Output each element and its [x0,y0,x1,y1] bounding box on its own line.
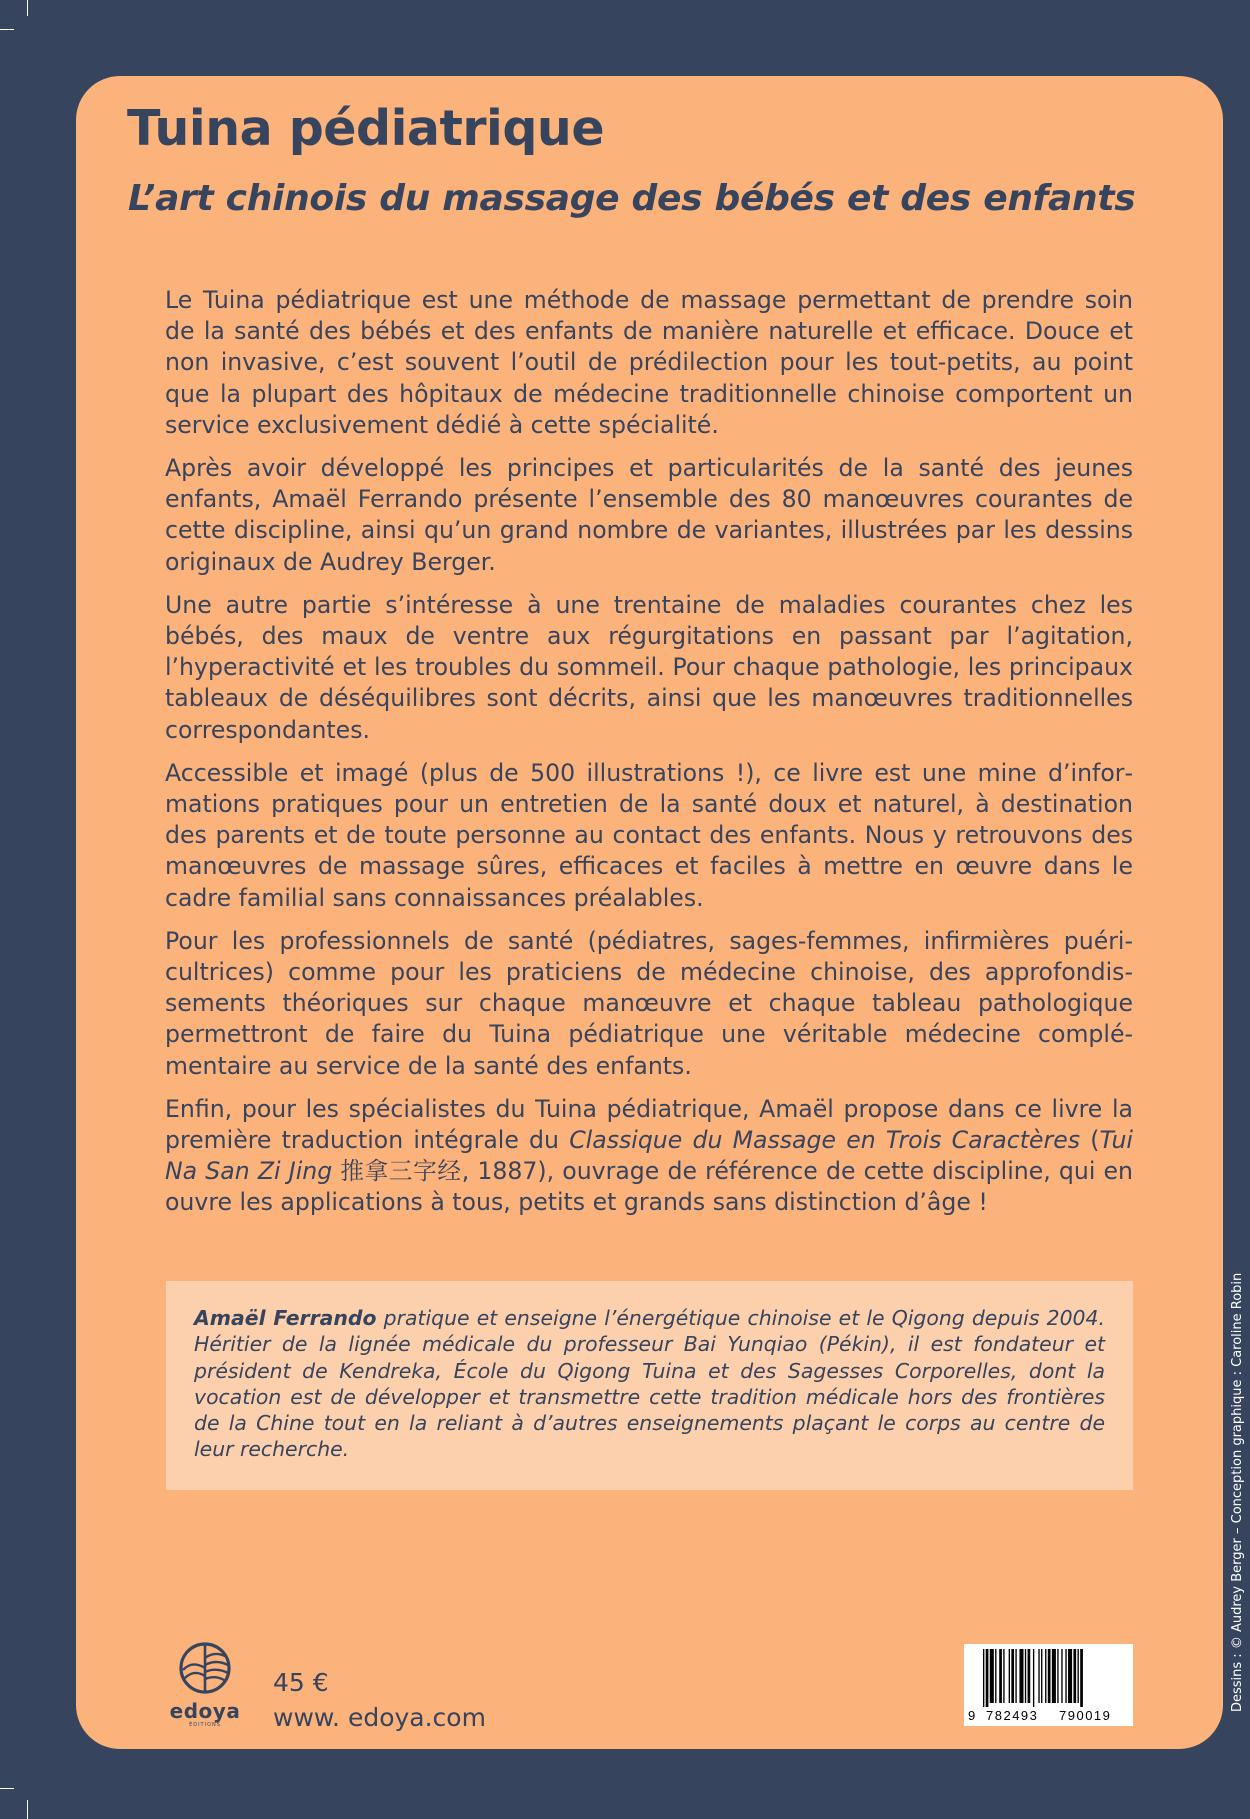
work-title-french: Classique du Massage en Trois Caractères [569,1126,1081,1155]
description-paragraph: Pour les professionnels de santé (pédiatres, sages-femmes, infirmières puéricultrices) comme pour les praticiens de médecine chinoise, des approfondissements théoriques sur chaque manœuvre et chaque tableau pathologique permettront de faire du Tuina pédiatrique une véritable médecine complémentaire au service de la santé des enfants. [165,926,1133,1080]
crop-mark [27,0,28,16]
isbn-barcode [964,1644,1133,1726]
barcode-bar [1041,1649,1042,1703]
barcode-bar [1033,1649,1034,1707]
paragraph-text: , 1887), ouvrage de référence de cette discipline, qui en ouvre les applications à tous, petits et grands sans distinction d’âge ! [165,1157,1134,1217]
description-paragraph [165,1094,1133,1219]
barcode-bars [969,1649,1128,1707]
book-subtitle: L’art chinois du massage des bébés et des enfants [128,178,1136,219]
barcode-bar [1025,1649,1026,1703]
work-title-pinyin: Tui Na San Zi Jing [165,1126,1133,1186]
barcode-bar [1015,1649,1016,1703]
price: 45 € [273,1668,329,1697]
description-paragraph: Après avoir développé les principes et particularités de la santé des jeunes enfants, Amaël Ferrando présente l’ensemble des 80 manœuvres courantes de cette discipline, ainsi qu’un grand nombre de variantes, illustrées par les dessins originaux de Audrey Berger. [165,454,1133,576]
barcode-bar [995,1649,996,1703]
barcode-bar [1019,1649,1023,1703]
description-paragraph: Une autre partie s’intéresse à une trentaine de maladies courantes chez les bébés, des maux de ventre aux régurgitations en passant par l’agitation, l’hyperactivité et les troubles du sommeil. Pour chaque pathologie, les principaux tableaux de déséquilibres sont décrits, ainsi que les manœuvres traditionnelles correspondantes. [165,590,1133,744]
barcode-bar [1061,1649,1062,1703]
website-link[interactable]: www. edoya.com [273,1703,486,1732]
barcode-bar [1003,1649,1004,1703]
barcode-bar [1073,1649,1076,1703]
barcode-bar [1028,1649,1031,1703]
barcode-bar [986,1649,989,1707]
barcode-bar [1065,1649,1066,1703]
barcode-bar [1078,1649,1079,1703]
barcode-bar [990,1649,994,1703]
author-bio [194,1305,1105,1463]
barcode-bar [1080,1649,1083,1707]
barcode-bar [1045,1649,1046,1703]
crop-mark [27,1800,28,1819]
paragraph-text: Enfin, pour les spécialistes du Tuina pédiatrique, Amaël propose dans ce livre la première traduction intégrale du [165,1094,1133,1155]
credits: Dessins : © Audrey Berger – Conception graphique : Caroline Robin [1230,1272,1245,1712]
barcode-bar [1011,1649,1014,1703]
isbn-left-group: 782493 [986,1708,1039,1723]
description-paragraph: Accessible et imagé (plus de 500 illustrations !), ce livre est une mine d’informations pratiques pour un entretien de la santé doux et naturel, à destination des parents et de toute personne au contact des enfants. Nous y retrouvons des manœuvres de massage sûres, efficaces et faciles à mettre en œuvre dans le cadre familial sans connaissances préalables. [165,758,1133,912]
barcode-bar [1052,1649,1056,1703]
barcode-bar [999,1649,1002,1703]
crop-mark [0,1788,14,1789]
work-title-chinese: 推拿三字经 [332,1157,462,1186]
publisher-logo-text: edoya [169,1699,241,1723]
isbn-right-group: 790019 [1059,1708,1112,1723]
barcode-bar [1068,1649,1072,1703]
publisher-logo-subtext: ÉDITIONS [189,1722,221,1728]
author-bio-text: pratique et enseigne l’énergétique chinoise et le Qigong depuis 2004. Héritier de la lignée médicale du professeur Bai Yunqiao (Pékin), il est fondateur et président de Kendreka, École du Qigong Tuina et des Sagesses Corporelles, dont la vocation est de développer et transmettre cette tradition médicale hors des frontières de la Chine tout en la reliant à d’autres enseignements plaçant le corps au centre de leur recherche. [194,1306,1105,1462]
paragraph-text: ( [1080,1126,1100,1155]
barcode-bar [1009,1649,1010,1703]
barcode-bar [1038,1649,1039,1703]
book-title: Tuina pédiatrique [127,100,605,157]
crop-mark [0,29,14,30]
description-paragraph: Le Tuina pédiatrique est une méthode de massage permettant de prendre soin de la santé des bébés et des enfants de manière naturelle et efficace. Douce et non invasive, c’est souvent l’outil de prédilection pour les tout-petits, au point que la plupart des hôpitaux de médecine traditionnelle chinoise comportent un service exclusivement dédié à cette spécialité. [165,286,1133,439]
barcode-bar [1048,1649,1051,1703]
description [165,285,1133,1231]
isbn-first-digit: 9 [968,1708,976,1723]
barcode-bar [983,1649,984,1707]
author-name: Amaël Ferrando [194,1306,377,1330]
barcode-bar [1057,1649,1058,1703]
